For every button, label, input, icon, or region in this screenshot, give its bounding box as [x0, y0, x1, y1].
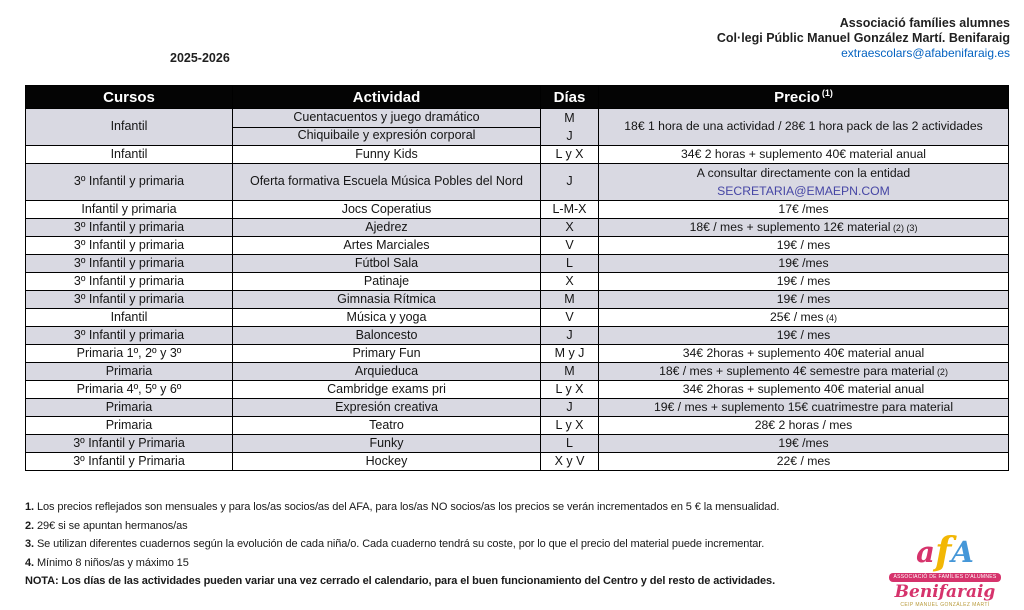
actividad-cell: Fútbol Sala [233, 255, 541, 273]
curso-cell: 3º Infantil y primaria [26, 164, 233, 201]
curso-cell: Primaria 1º, 2º y 3º [26, 345, 233, 363]
footnote: NOTA: Los días de las actividades pueden variar una vez cerrado el calendario, para el buen funcionamiento del Centro y del resto de actividades. [25, 575, 776, 588]
table-row [26, 399, 1009, 417]
org-name: Associació famílies alumnes [839, 16, 1010, 30]
email-link[interactable]: extraescolars@afabenifaraig.es [841, 46, 1010, 60]
dias-cell: M [541, 363, 599, 381]
curso-cell: Primaria 4º, 5º y 6º [26, 381, 233, 399]
dias-cell: V [541, 237, 599, 255]
afa-logo-letters-icon [884, 528, 1006, 573]
table-row [26, 453, 1009, 471]
table-row [26, 109, 1009, 128]
precio-cell: 34€ 2 horas + suplemento 40€ material anual [599, 146, 1009, 164]
actividad-cell: Expresión creativa [233, 399, 541, 417]
dias-cell: L y X [541, 417, 599, 435]
dias-cell: X [541, 219, 599, 237]
dias-cell: L [541, 255, 599, 273]
actividad-cell: Arquieduca [233, 363, 541, 381]
precio-cell: 34€ 2horas + suplemento 40€ material anual [599, 345, 1009, 363]
precio-footnote-ref: (2) [934, 366, 948, 377]
logo-letter-a: a [916, 535, 935, 569]
activities-table [25, 85, 1009, 471]
table-row [26, 345, 1009, 363]
precio-cell: 19€ / mes [599, 291, 1009, 309]
table-row [26, 435, 1009, 453]
dias-cell: J [541, 164, 599, 201]
actividad-cell: Oferta formativa Escuela Música Pobles del Nord [233, 164, 541, 201]
col-header-actividad: Actividad [233, 86, 541, 109]
actividad-cell: Teatro [233, 417, 541, 435]
afa-logo-school: CEIP MANUEL GONZÁLEZ MARTÍ [900, 602, 990, 608]
dias-cell: L-M-X [541, 201, 599, 219]
table-row [26, 237, 1009, 255]
activities-tbody [26, 109, 1009, 471]
precio-cell: 19€ / mes [599, 237, 1009, 255]
col-header-dias: Días [541, 86, 599, 109]
curso-cell: 3º Infantil y primaria [26, 291, 233, 309]
footnote: 1. Los precios reflejados son mensuales y para los/as socios/as del AFA, para los/as NO socios/as los precios se verán incrementados en 5 € la mensualidad. [25, 501, 780, 513]
curso-cell: Infantil [26, 109, 233, 146]
actividad-cell: Cuentacuentos y juego dramático [233, 109, 541, 128]
col-header-cursos: Cursos [26, 86, 233, 109]
table-row [26, 201, 1009, 219]
table-row [26, 146, 1009, 164]
table-row [26, 363, 1009, 381]
precio-cell: 25€ / mes (4) [599, 309, 1009, 327]
org-header [717, 16, 1010, 61]
precio-cell: A consultar directamente con la entidad SECRETARIA@EMAEPN.COM [599, 164, 1009, 201]
actividad-cell: Baloncesto [233, 327, 541, 345]
precio-cell: 19€ /mes [599, 435, 1009, 453]
precio-cell: 22€ / mes [599, 453, 1009, 471]
dias-cell: X y V [541, 453, 599, 471]
secretaria-email-link[interactable]: SECRETARIA@EMAEPN.COM [717, 184, 890, 198]
precio-cell: 19€ / mes [599, 273, 1009, 291]
table-row [26, 309, 1009, 327]
table-row [26, 219, 1009, 237]
curso-cell: 3º Infantil y primaria [26, 237, 233, 255]
table-row [26, 327, 1009, 345]
afa-logo [884, 530, 1006, 608]
dias-cell: L y X [541, 381, 599, 399]
precio-footnote-ref: (4) [823, 312, 838, 323]
dias-cell: J [541, 327, 599, 345]
actividad-cell: Jocs Coperatius [233, 201, 541, 219]
precio-footnote-ref: (2) (3) [890, 222, 918, 233]
curso-cell: 3º Infantil y primaria [26, 327, 233, 345]
dias-cell: L [541, 435, 599, 453]
table-row [26, 381, 1009, 399]
precio-cell: 17€ /mes [599, 201, 1009, 219]
actividad-cell: Música y yoga [233, 309, 541, 327]
curso-cell: 3º Infantil y Primaria [26, 435, 233, 453]
dias-cell: M y J [541, 345, 599, 363]
table-row [26, 417, 1009, 435]
afa-logo-banner: ASSOCIACIÓ DE FAMÍLIES D'ALUMNES [889, 573, 1000, 582]
actividad-cell: Patinaje [233, 273, 541, 291]
precio-cell: 28€ 2 horas / mes [599, 417, 1009, 435]
school-name: Col·legi Públic Manuel González Martí. Benifaraig [716, 31, 1010, 45]
dias-cell: L y X [541, 146, 599, 164]
dias-cell: J [541, 399, 599, 417]
logo-letter-f: f [934, 528, 952, 573]
precio-cell: 18€ / mes + suplemento 12€ material (2) (3) [599, 219, 1009, 237]
curso-cell: 3º Infantil y primaria [26, 219, 233, 237]
precio-footnote-ref: (1) [821, 88, 833, 98]
table-row [26, 291, 1009, 309]
actividad-cell: Gimnasia Rítmica [233, 291, 541, 309]
actividad-cell: Chiquibaile y expresión corporal [233, 127, 541, 146]
precio-cell: 19€ /mes [599, 255, 1009, 273]
curso-cell: 3º Infantil y primaria [26, 273, 233, 291]
dias-cell: M [541, 291, 599, 309]
school-year: 2025-2026 [170, 51, 230, 65]
precio-cell: 19€ / mes + suplemento 15€ cuatrimestre para material [599, 399, 1009, 417]
actividad-cell: Artes Marciales [233, 237, 541, 255]
actividad-cell: Funky [233, 435, 541, 453]
actividad-cell: Hockey [233, 453, 541, 471]
footnote: 3. Se utilizan diferentes cuadernos según la evolución de cada niña/o. Cada cuaderno tendrá su coste, por lo que el precio del material puede incrementar. [25, 538, 765, 551]
actividad-cell: Cambridge exams pri [233, 381, 541, 399]
footnotes [25, 502, 925, 595]
dias-cell: X [541, 273, 599, 291]
table-row [26, 255, 1009, 273]
afa-logo-name: Benifaraig [894, 582, 996, 602]
dias-cell: V [541, 309, 599, 327]
curso-cell: 3º Infantil y Primaria [26, 453, 233, 471]
curso-cell: Infantil [26, 309, 233, 327]
curso-cell: Primaria [26, 363, 233, 381]
table-row [26, 164, 1009, 201]
actividad-cell: Funny Kids [233, 146, 541, 164]
precio-cell: 18€ 1 hora de una actividad / 28€ 1 hora pack de las 2 actividades [599, 109, 1009, 146]
precio-cell: 34€ 2horas + suplemento 40€ material anual [599, 381, 1009, 399]
dias-cell: M J [541, 109, 599, 146]
curso-cell: Infantil [26, 146, 233, 164]
logo-letter-A: A [951, 535, 974, 569]
curso-cell: 3º Infantil y primaria [26, 255, 233, 273]
precio-cell: 18€ / mes + suplemento 4€ semestre para material (2) [599, 363, 1009, 381]
table-header-row [26, 86, 1009, 109]
actividad-cell: Primary Fun [233, 345, 541, 363]
footnote: 2. 29€ si se apuntan hermanos/as [25, 519, 188, 532]
table-row [26, 273, 1009, 291]
curso-cell: Primaria [26, 417, 233, 435]
curso-cell: Primaria [26, 399, 233, 417]
col-header-precio [599, 86, 1009, 109]
precio-cell: 19€ / mes [599, 327, 1009, 345]
actividad-cell: Ajedrez [233, 219, 541, 237]
footnote: 4. Mínimo 8 niños/as y máximo 15 [25, 556, 189, 569]
curso-cell: Infantil y primaria [26, 201, 233, 219]
col-header-precio-label: Precio [774, 89, 820, 106]
